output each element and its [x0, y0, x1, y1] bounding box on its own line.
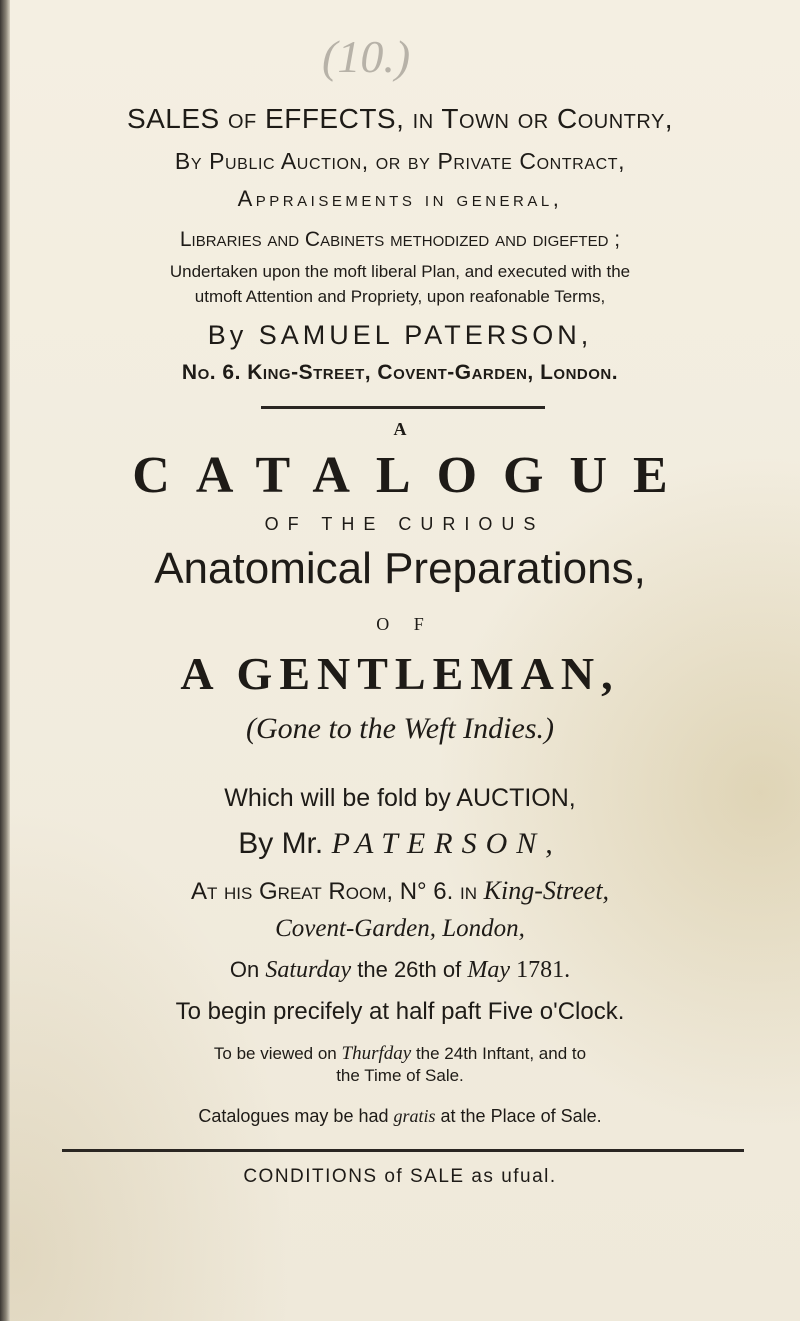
auction-by-prefix: By Mr.	[238, 827, 324, 860]
header-paterson-line: By SAMUEL PATERSON,	[207, 320, 593, 350]
auction-date-day: Saturday	[265, 957, 352, 983]
header-auction-line: By Public Auction, or by Private Contract,	[174, 148, 626, 174]
auction-catalogues-gratis: gratis	[393, 1106, 436, 1126]
title-of: O F	[376, 614, 434, 634]
auction-room-line	[0, 876, 800, 906]
title-gone: (Gone to the Weft Indies.)	[246, 712, 554, 745]
auction-view-prefix: To be viewed on	[213, 1044, 337, 1063]
auction-date-line	[0, 957, 800, 984]
title-catalogue: CATALOGUE	[132, 447, 694, 504]
header-undertaken-line: Undertaken upon the moft liberal Plan, and executed with the	[169, 262, 631, 281]
header-libraries-line: Libraries and Cabinets methodized and digefted ;	[179, 228, 621, 251]
conditions-line: CONDITIONS of SALE as ufual.	[243, 1166, 557, 1187]
auction-view-line	[0, 1043, 800, 1065]
handwritten-mark: (10.)	[322, 31, 411, 82]
auction-time-line: To begin precifely at half paft Five o'Clock.	[175, 998, 625, 1025]
auction-view-day: Thurfday	[341, 1043, 412, 1064]
header-attention-line: utmoft Attention and Propriety, upon reafonable Terms,	[194, 287, 606, 306]
auction-catalogues-rest: at the Place of Sale.	[440, 1106, 602, 1126]
auction-time-of-sale-line: the Time of Sale.	[336, 1066, 464, 1085]
auction-by-line	[0, 827, 800, 861]
auction-date-prefix: On	[229, 957, 260, 982]
header-sales-text: SALES of EFFECTS, in Town or Country,	[126, 103, 674, 134]
title-subject: Anatomical Preparations,	[154, 544, 646, 593]
auction-date-year: 1781.	[516, 957, 571, 983]
auction-place-line: Covent-Garden, London,	[275, 915, 525, 942]
auction-catalogues-line	[0, 1106, 800, 1127]
title-of-the-curious: OF THE CURIOUS	[264, 514, 545, 534]
auction-date-month: May	[467, 957, 511, 983]
header-address-line: No. 6. King-Street, Covent-Garden, London.	[181, 361, 619, 384]
footer-rule	[62, 1149, 744, 1152]
auction-sold-line: Which will be fold by AUCTION,	[224, 784, 576, 812]
header-sales-line	[0, 103, 800, 135]
auction-by-name: PATERSON,	[331, 827, 562, 860]
auction-room-street: King-Street,	[483, 876, 610, 905]
auction-view-rest: the 24th Inftant, and to	[415, 1044, 587, 1063]
header-appraisements-line: Appraisements in general,	[237, 186, 563, 211]
title-a: A	[393, 419, 407, 439]
auction-room-prefix: At his Great Room, N° 6. in	[190, 878, 477, 905]
auction-catalogues-prefix: Catalogues may be had	[198, 1106, 389, 1126]
title-gentleman: A GENTLEMAN,	[180, 648, 620, 699]
auction-date-mid: the 26th of	[357, 957, 462, 982]
header-rule	[261, 406, 545, 409]
